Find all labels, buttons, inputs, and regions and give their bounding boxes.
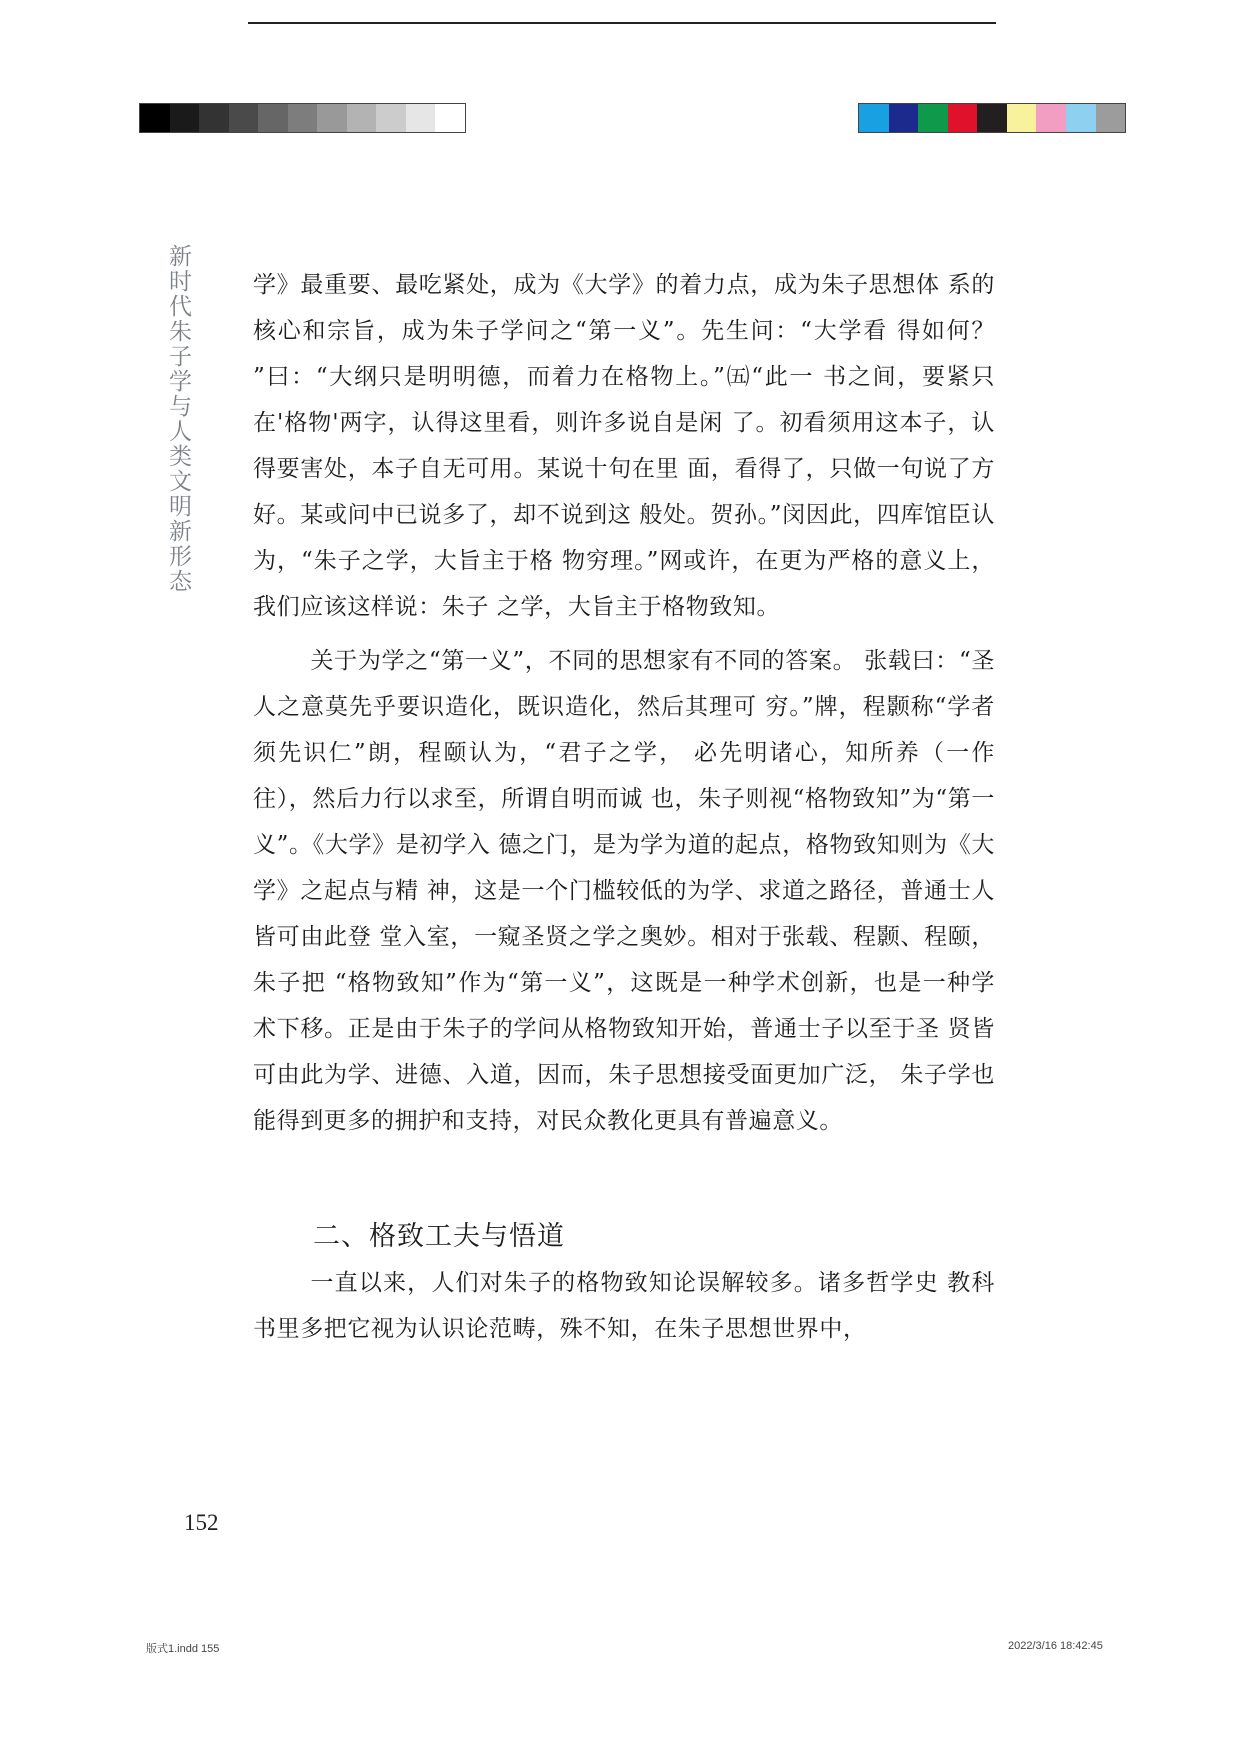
body-text [253,262,995,1352]
gray-swatch-10 [406,104,436,132]
gray-swatch-7 [317,104,347,132]
gray-swatch-1 [140,104,170,132]
gray-swatch-6 [288,104,318,132]
gray-swatch-2 [170,104,200,132]
paragraph-1: 学》最重要、最吃紧处，成为《大学》的着力点，成为朱子思想体 系的核心和宗旨，成为朱子学问之“第一义”。先生问：“大学看 得如何？ ”曰：“大纲只是明明德，而着力在格物上。”㈤“此一 书之间，要紧只在'格物'两字，认得这里看，则许多说自是闲 了。初看须用这本子，认得要害处，本子自无可用。某说十句在里 面，看得了，只做一句说了方好。某或问中已说多了，却不说到这 般处。贺孙。”闵因此，四库馆臣认为，“朱子之学，大旨主于格 物穷理。”网或许，在更为严格的意义上，我们应该这样说：朱子 之学，大旨主于格物致知。 [253,272,995,620]
gray-swatch-8 [347,104,377,132]
color-swatch-9 [1096,104,1126,132]
grayscale-color-bar [139,103,466,133]
gray-swatch-4 [229,104,259,132]
top-crop-rule [248,22,996,24]
running-head: 新时代朱子学与人类文明新形态 [165,244,191,594]
print-slug-filename: 版式1.indd 155 [146,1643,220,1655]
color-swatch-5 [977,104,1007,132]
section-heading: 二、格致工夫与悟道 [313,1221,565,1252]
color-swatch-8 [1066,104,1096,132]
color-swatch-7 [1036,104,1066,132]
paragraph-2: 关于为学之“第一义”，不同的思想家有不同的答案。 张载曰：“圣人之意莫先乎要识造化，既识造化，然后其理可 穷。”牌，程颢称“学者须先识仁”朗，程颐认为，“君子之学， 必先明诸心，知所养（一作往），然后力行以求至，所谓自明而诚 也，朱子则视“格物致知”为“第一义”。《大学》是初学入 德之门，是为学为道的起点，格物致知则为《大学》之起点与精 神，这是一个门槛较低的为学、求道之路径，普通士人皆可由此登 堂入室，一窥圣贤之学之奥妙。相对于张载、程颢、程颐，朱子把 “格物致知”作为“第一义”，这既是一种学术创新，也是一种学 术下移。正是由于朱子的学问从格物致知开始，普通士子以至于圣 贤皆可由此为学、进德、入道，因而，朱子思想接受面更加广泛， 朱子学也能得到更多的拥护和支持，对民众教化更具有普遍意义。 [253,648,995,1134]
print-slug-timestamp: 2022/3/16 18:42:45 [1008,1640,1103,1652]
cmyk-color-bar [858,103,1126,133]
color-swatch-4 [948,104,978,132]
gray-swatch-3 [199,104,229,132]
color-swatch-3 [918,104,948,132]
section-paragraph: 一直以来，人们对朱子的格物致知论误解较多。诸多哲学史 教科书里多把它视为认识论范畴，殊不知，在朱子思想世界中， [253,1270,995,1342]
color-swatch-6 [1007,104,1037,132]
color-swatch-1 [859,104,889,132]
gray-swatch-9 [376,104,406,132]
color-swatch-2 [889,104,919,132]
gray-swatch-11 [435,104,465,132]
page-number: 152 [184,1510,219,1535]
gray-swatch-5 [258,104,288,132]
